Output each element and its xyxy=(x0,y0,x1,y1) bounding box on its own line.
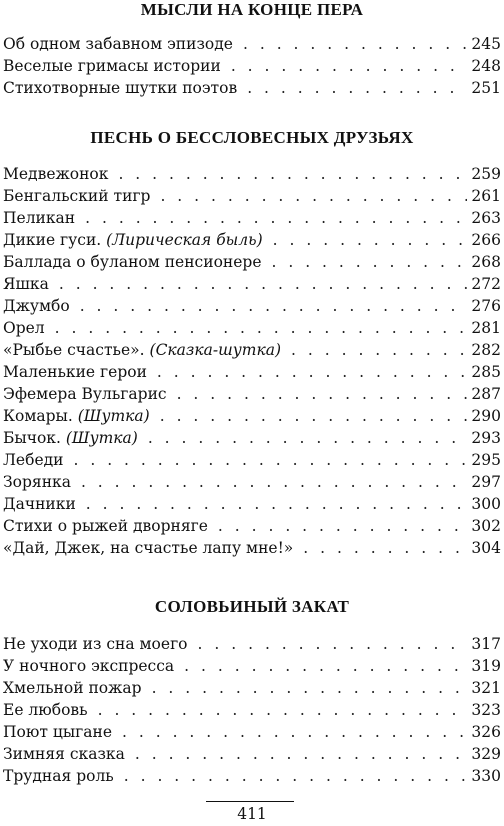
entry-subtitle: (Шутка) xyxy=(77,407,150,425)
dot-leader xyxy=(303,537,467,559)
entry-page: 317 xyxy=(471,635,501,653)
toc-entry xyxy=(3,207,501,229)
entry-title: Поют цыгане xyxy=(3,723,113,741)
dot-leader xyxy=(184,655,467,677)
dot-leader xyxy=(85,207,467,229)
toc-entry xyxy=(3,163,501,185)
dot-leader xyxy=(135,743,467,765)
dot-leader xyxy=(273,229,467,251)
entry-title: Хмельной пожар xyxy=(3,679,142,697)
toc-entry xyxy=(3,633,501,655)
entry-title: Комары. (Шутка) xyxy=(3,407,150,425)
dot-leader xyxy=(160,185,467,207)
toc-entry xyxy=(3,361,501,383)
entry-title: Баллада о буланом пенсионере xyxy=(3,253,262,271)
entry-title: Маленькие герои xyxy=(3,363,147,381)
toc-entry xyxy=(3,229,501,251)
footer-rule xyxy=(206,801,294,802)
entry-page: 251 xyxy=(471,79,501,97)
entry-page: 287 xyxy=(471,385,501,403)
dot-leader xyxy=(177,383,467,405)
entry-subtitle: (Лирическая быль) xyxy=(106,231,263,249)
entry-page: 330 xyxy=(471,767,501,785)
entry-page: 248 xyxy=(471,57,501,75)
dot-leader xyxy=(160,405,467,427)
dot-leader xyxy=(272,251,468,273)
dot-leader xyxy=(55,317,467,339)
toc-entry xyxy=(3,405,501,427)
entry-title: Дачники xyxy=(3,495,76,513)
entry-page: 293 xyxy=(471,429,501,447)
entry-page: 281 xyxy=(471,319,501,337)
dot-leader xyxy=(231,55,467,77)
entry-title: Зимняя сказка xyxy=(3,745,125,763)
dot-leader xyxy=(198,633,467,655)
entry-page: 321 xyxy=(471,679,501,697)
entry-title: Бенгальский тигр xyxy=(3,187,151,205)
toc-entry xyxy=(3,765,501,787)
dot-leader xyxy=(74,449,468,471)
dot-leader xyxy=(157,361,467,383)
dot-leader xyxy=(291,339,467,361)
entry-page: 268 xyxy=(471,253,501,271)
dot-leader xyxy=(247,77,467,99)
entry-title: Стихи о рыжей дворняге xyxy=(3,517,208,535)
dot-leader xyxy=(80,295,467,317)
entry-title: Ее любовь xyxy=(3,701,88,719)
entry-title: Дикие гуси. (Лирическая быль) xyxy=(3,231,263,249)
entry-page: 263 xyxy=(471,209,501,227)
toc-entry xyxy=(3,273,501,295)
entry-page: 329 xyxy=(471,745,501,763)
entry-title: Стихотворные шутки поэтов xyxy=(3,79,238,97)
entry-title: Лебеди xyxy=(3,451,64,469)
toc-entry xyxy=(3,185,501,207)
dot-leader xyxy=(59,273,467,295)
dot-leader xyxy=(152,677,467,699)
toc-entry xyxy=(3,339,501,361)
toc-entry xyxy=(3,515,501,537)
entry-page: 323 xyxy=(471,701,501,719)
entry-title: «Рыбье счастье». (Сказка-шутка) xyxy=(3,341,282,359)
toc-entry xyxy=(3,493,501,515)
dot-leader xyxy=(218,515,467,537)
dot-leader xyxy=(118,163,467,185)
entry-page: 304 xyxy=(471,539,501,557)
toc-entry xyxy=(3,449,501,471)
toc-entry xyxy=(3,655,501,677)
entry-page: 282 xyxy=(471,341,501,359)
entry-title: «Дай, Джек, на счастье лапу мне!» xyxy=(3,539,294,557)
entry-page: 302 xyxy=(471,517,501,535)
toc-entry xyxy=(3,295,501,317)
entry-subtitle: (Шутка) xyxy=(65,429,138,447)
toc-entry xyxy=(3,317,501,339)
dot-leader xyxy=(86,493,467,515)
toc-entry xyxy=(3,251,501,273)
toc-entry xyxy=(3,33,501,55)
toc-entry xyxy=(3,537,501,559)
toc-entry xyxy=(3,383,501,405)
dot-leader xyxy=(124,765,467,787)
entry-page: 285 xyxy=(471,363,501,381)
entry-page: 290 xyxy=(471,407,501,425)
entry-title: Бычок. (Шутка) xyxy=(3,429,138,447)
entry-title: У ночного экспресса xyxy=(3,657,175,675)
entry-subtitle: (Сказка-шутка) xyxy=(149,341,282,359)
dot-leader xyxy=(81,471,467,493)
toc-entry xyxy=(3,55,501,77)
entry-title: Зорянка xyxy=(3,473,71,491)
entry-title: Яшка xyxy=(3,275,49,293)
toc-entry xyxy=(3,743,501,765)
dot-leader xyxy=(98,699,467,721)
toc-entry xyxy=(3,699,501,721)
toc-entry xyxy=(3,77,501,99)
toc-entry xyxy=(3,721,501,743)
entry-page: 295 xyxy=(471,451,501,469)
entry-page: 245 xyxy=(471,35,501,53)
entry-page: 261 xyxy=(471,187,501,205)
section-title: ПЕСНЬ О БЕССЛОВЕСНЫХ ДРУЗЬЯХ xyxy=(90,128,414,147)
entry-page: 300 xyxy=(471,495,501,513)
entry-title: Об одном забавном эпизоде xyxy=(3,35,233,53)
dot-leader xyxy=(148,427,467,449)
toc-entry xyxy=(3,427,501,449)
entry-page: 326 xyxy=(471,723,501,741)
entry-page: 319 xyxy=(471,657,501,675)
toc-entry xyxy=(3,471,501,493)
entry-page: 272 xyxy=(471,275,501,293)
toc-entry xyxy=(3,677,501,699)
entry-title: Не уходи из сна моего xyxy=(3,635,188,653)
section-title: СОЛОВЬИНЫЙ ЗАКАТ xyxy=(154,597,350,616)
entry-page: 276 xyxy=(471,297,501,315)
entry-title: Веселые гримасы истории xyxy=(3,57,221,75)
entry-title: Эфемера Вульгарис xyxy=(3,385,167,403)
section-title: МЫСЛИ НА КОНЦЕ ПЕРА xyxy=(140,0,364,19)
dot-leader xyxy=(243,33,467,55)
entry-title: Медвежонок xyxy=(3,165,109,183)
entry-title: Орел xyxy=(3,319,45,337)
entry-page: 266 xyxy=(471,231,501,249)
dot-leader xyxy=(122,721,467,743)
entry-title: Трудная роль xyxy=(3,767,114,785)
entry-page: 297 xyxy=(471,473,501,491)
entry-title: Джумбо xyxy=(3,297,70,315)
entry-title: Пеликан xyxy=(3,209,76,227)
page-number: 411 xyxy=(237,805,267,823)
entry-page: 259 xyxy=(471,165,501,183)
